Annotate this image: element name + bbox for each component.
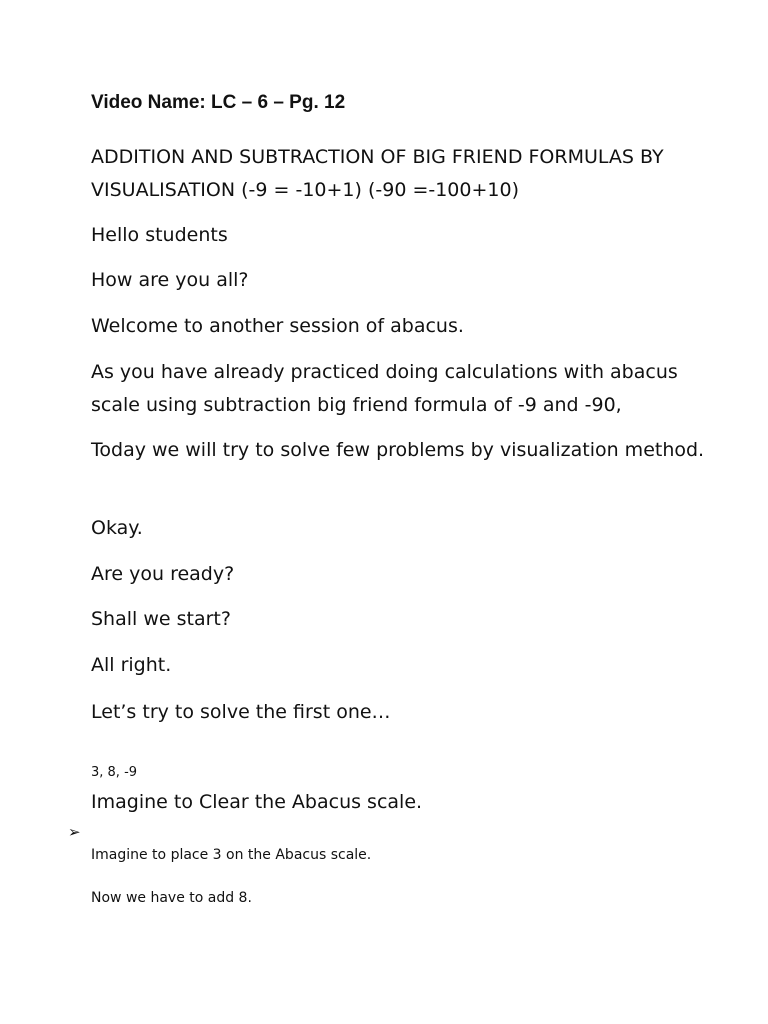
paragraph-line: Hello students	[91, 224, 228, 246]
paragraph-line: Welcome to another session of abacus.	[91, 315, 464, 337]
paragraph-line: How are you all?	[91, 269, 249, 291]
paragraph-line: Today we will try to solve few problems by visualization method.	[91, 439, 705, 461]
heading-line-1: ADDITION AND SUBTRACTION OF BIG FRIEND FORMULAS BY	[91, 146, 664, 168]
paragraph-line: All right.	[91, 654, 172, 676]
paragraph-line: As you have already practiced doing calculations with abacus scale using subtraction big friend formula of -9 and -90,	[91, 361, 678, 416]
heading	[91, 141, 711, 207]
arrow-bullet-icon: ➢	[68, 823, 81, 841]
instruction-line: Imagine to Clear the Abacus scale.	[91, 791, 423, 813]
paragraph-line: Shall we start?	[91, 608, 231, 630]
paragraph-line: Are you ready?	[91, 563, 235, 585]
problem-numbers: 3, 8, -9	[91, 765, 138, 780]
paragraph-line: Let’s try to solve the first one…	[91, 701, 391, 723]
heading-line-2: VISUALISATION (-9 = -10+1) (-90 =-100+10)	[91, 179, 519, 201]
video-name-title: Video Name: LC – 6 – Pg. 12	[91, 92, 346, 113]
step-line: Imagine to place 3 on the Abacus scale.	[91, 847, 372, 863]
paragraph-line: Okay.	[91, 517, 143, 539]
step-line: Now we have to add 8.	[91, 890, 252, 906]
